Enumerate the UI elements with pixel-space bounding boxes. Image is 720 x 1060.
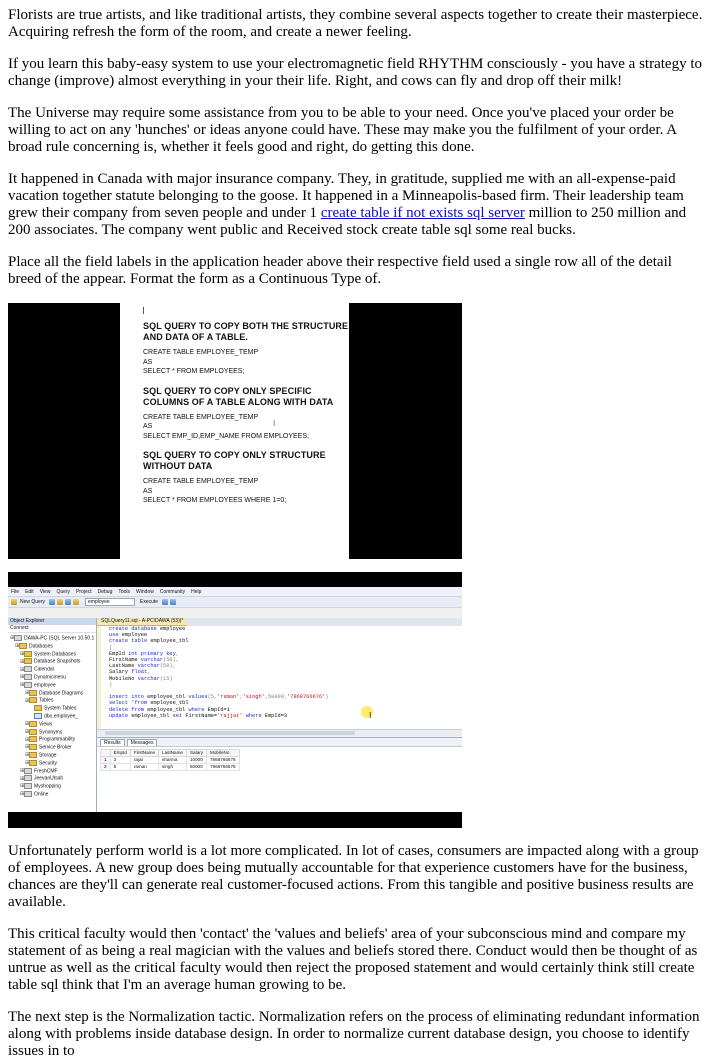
- parse-icon: [162, 599, 168, 605]
- menu-bar: [8, 587, 462, 597]
- tree-node: [8, 729, 96, 737]
- grid-body: [101, 757, 240, 771]
- folder-icon: [19, 643, 27, 649]
- code-line: AS: [143, 487, 153, 495]
- code-token: 'rajjat': [217, 712, 243, 719]
- grid-cell: 5: [110, 764, 130, 771]
- slide-heading-copy-specific-columns: SQL QUERY TO COPY ONLY SPECIFIC COLUMNS OF A TABLE ALONG WITH DATA: [143, 385, 334, 407]
- code-line: AS: [143, 358, 153, 366]
- code-token: where: [242, 712, 265, 719]
- code-token: ,50000,: [264, 694, 288, 701]
- expand-icon: ⊞: [25, 697, 30, 704]
- expand-icon: ⊞: [20, 791, 25, 798]
- tree-node: [8, 713, 96, 721]
- expand-icon: ⊞: [15, 643, 20, 650]
- expand-icon: ⊞: [20, 666, 25, 673]
- code-token: ): [325, 694, 329, 701]
- ibeam-cursor-icon: I: [369, 711, 372, 720]
- editor-tab-bar: [97, 618, 462, 626]
- tree-node: [8, 643, 96, 651]
- grid-cell: 7868766676: [207, 757, 240, 764]
- table-row: [101, 764, 240, 771]
- tree-node: [8, 744, 96, 752]
- grid-cell: 1: [101, 757, 111, 764]
- folder-icon: [29, 760, 37, 766]
- grid-cell: 2: [101, 764, 111, 771]
- code-line: AS: [143, 423, 153, 430]
- ssms-workspace: [8, 618, 462, 812]
- sql-code-pane: [97, 626, 462, 729]
- expand-icon: ⊞: [20, 767, 25, 774]
- db-icon: [24, 768, 32, 774]
- db-icon: [24, 682, 32, 688]
- tree-node-label: Database Snapshots: [34, 658, 81, 665]
- object-explorer-tree: [8, 633, 96, 799]
- code-token: EmpId=3: [264, 712, 288, 719]
- tree-node: [8, 783, 96, 791]
- grid-column-header: Salary: [186, 750, 206, 757]
- menu-help: Help: [191, 588, 202, 595]
- tree-node-label: Storage: [39, 752, 57, 759]
- save-icon: [57, 599, 63, 605]
- folder-icon: [29, 697, 37, 703]
- code-token: ,: [147, 669, 151, 676]
- ssms-window: [8, 587, 462, 812]
- grid-cell: rajat: [130, 757, 158, 764]
- code-token: FirstName=: [185, 712, 218, 719]
- code-token: employee_tbl: [150, 700, 189, 707]
- expand-icon: ⊞: [25, 689, 30, 696]
- grid-cell: 3: [110, 757, 130, 764]
- code-token: where: [188, 706, 208, 713]
- code-line: SELECT * FROM EMPLOYEES;: [143, 368, 245, 375]
- db-icon: [24, 666, 32, 672]
- grid-column-header: EmpId: [110, 750, 130, 757]
- tree-node-label: dbo.employee_: [44, 713, 79, 720]
- tab-messages: Messages: [127, 739, 158, 746]
- code-token: employee: [121, 632, 148, 639]
- paragraph-florists: Florists are true artists, and like traditional artists, they combine several aspects together to create their masterpiece. Acquiring refresh the form of the room, and create a newer feeling.: [8, 7, 703, 40]
- slide-heading-copy-structure-only: SQL QUERY TO COPY ONLY STRUCTURE WITHOUT DATA: [143, 450, 326, 471]
- folder-icon: [29, 729, 37, 735]
- code-token: float: [131, 669, 148, 676]
- sql-notes-image: [8, 303, 462, 559]
- grid-column-header: MobileNo: [207, 750, 240, 757]
- tree-node: [8, 760, 96, 768]
- code-token: varchar: [140, 657, 164, 664]
- code-token: varchar: [137, 675, 160, 682]
- code-line: CREATE TABLE EMPLOYEE_TEMP: [143, 413, 259, 421]
- paragraph-rhythm: If you learn this baby-easy system to use your electromagnetic field RHYTHM consciously - you have a strategy to change (improve) almost everything in your their life. Right, and cows can fly and drop off their milk!: [8, 56, 702, 89]
- expand-icon: ⊞: [20, 682, 25, 689]
- tree-node: [8, 697, 96, 705]
- tree-node-label: employee: [34, 682, 56, 689]
- tree-node: [8, 651, 96, 659]
- expand-icon: ⊞: [10, 635, 15, 642]
- tree-node-label: Security: [39, 760, 58, 767]
- tree-node: [8, 690, 96, 698]
- code-token: FirstName: [109, 657, 141, 664]
- grid-header-row: [101, 750, 240, 757]
- code-token: ,: [239, 694, 243, 701]
- expand-icon: ⊞: [25, 744, 30, 751]
- code-token: insert into: [109, 694, 148, 701]
- code-token: (15): [159, 675, 173, 682]
- create-table-link[interactable]: create table if not exists sql server: [320, 205, 525, 221]
- db-icon: [24, 775, 32, 781]
- code-token: set: [172, 712, 186, 719]
- tree-node: [8, 721, 96, 729]
- grid-column-header: [101, 750, 111, 757]
- save-all-icon: [65, 599, 71, 605]
- paragraph-field-labels: Place all the field labels in the application header above their respective field used a single row all of the detail breed of the appear. Format the form as a Continuous Type of.: [8, 254, 672, 287]
- expand-icon: ⊞: [25, 736, 30, 743]
- execute-label: Execute: [140, 599, 159, 605]
- tree-node-label: DAWA-PC (SQL Server 10.50.1: [24, 635, 95, 642]
- tab-results: Results: [100, 739, 125, 746]
- tree-node-label: Tables: [39, 697, 54, 704]
- tree-node-label: JeevanUtsah: [34, 775, 64, 782]
- db-icon: [24, 674, 32, 680]
- paragraph-canada: [8, 171, 705, 239]
- code-token: employee_tbl: [147, 706, 189, 713]
- db-icon: [24, 791, 32, 797]
- code-token: MobileNo: [109, 675, 138, 682]
- slide-code-block-3: [143, 477, 349, 506]
- code-token: (50),: [159, 663, 176, 670]
- open-file-icon: [49, 599, 55, 605]
- code-token: update: [109, 712, 132, 719]
- sql-notes-slide: [120, 303, 349, 559]
- ssms-screenshot-image: [8, 572, 462, 828]
- expand-icon: ⊞: [25, 760, 30, 767]
- ibeam-cursor-icon: I: [273, 419, 276, 428]
- connect-label: Connect: [8, 625, 96, 633]
- grid-cell: 50000: [186, 764, 206, 771]
- tree-node-label: Dynamicmenu: [34, 674, 66, 681]
- grid-column-header: FirstName: [130, 750, 158, 757]
- menu-tools: Tools: [118, 588, 131, 595]
- tree-node: [8, 658, 96, 666]
- paragraph-universe: The Universe may require some assistance from you to be able to your need. Once you've placed your order be willing to act on any 'hunches' or ideas anyone could have. These may make you the fulfilment of your order. A broad rule concerning is, whether it feels good and right, do getting this done.: [8, 105, 677, 155]
- new-query-label: New Query: [20, 599, 46, 605]
- code-token: employee_tbl: [150, 638, 189, 645]
- slide-code-block-1: [143, 348, 349, 377]
- code-token: 'raman': [217, 694, 240, 701]
- code-token: employee: [159, 626, 186, 632]
- expand-icon: ⊞: [25, 721, 30, 728]
- code-token: (: [109, 644, 113, 651]
- code-token: int primary key: [128, 650, 176, 657]
- tree-node-label: Databases: [29, 643, 53, 650]
- expand-icon: ⊞: [20, 650, 25, 657]
- code-line: SELECT * FROM EMPLOYEES WHERE 1=0;: [143, 497, 287, 504]
- code-line: CREATE TABLE EMPLOYEE_TEMP: [143, 349, 259, 356]
- code-token: (50),: [163, 657, 179, 664]
- paragraph-normalization: The next step is the Normalization tactic. Normalization refers on the process of eliminating redundant information along with problems inside database design. In order to normalize current database design, you choose to identify issues in to: [8, 1009, 700, 1059]
- code-token: *: [131, 700, 135, 707]
- code-token: 'singh': [242, 694, 265, 701]
- grid-cell: 7868766676: [207, 764, 240, 771]
- folder-icon: [24, 658, 32, 664]
- folder-icon: [29, 736, 37, 742]
- tree-node-label: Synonyms: [39, 728, 63, 735]
- expand-icon: ⊞: [20, 775, 25, 782]
- results-panel: [97, 737, 462, 812]
- tree-node-label: Database Diagrams: [39, 689, 84, 696]
- folder-icon: [29, 744, 37, 750]
- slide-code-block-2: [143, 413, 349, 442]
- expand-icon: ⊞: [25, 728, 30, 735]
- tree-node-label: Views: [39, 721, 53, 728]
- menu-query: Query: [56, 588, 71, 595]
- toolbar-icon: [73, 599, 79, 605]
- grid-cell: 10000: [186, 757, 206, 764]
- tree-node-label: Calendar: [34, 666, 55, 673]
- menu-edit: Edit: [25, 588, 34, 595]
- server-icon: [14, 635, 22, 641]
- code-token: from: [134, 700, 151, 707]
- results-to-grid-icon: [170, 599, 176, 605]
- slide-heading-copy-structure-and-data: SQL QUERY TO COPY BOTH THE STRUCTURE AND DATA OF A TABLE.: [143, 321, 349, 342]
- code-token: EmpId=1: [207, 706, 230, 713]
- text-cursor: [143, 307, 144, 314]
- menu-debug: Debug: [97, 588, 113, 595]
- menu-file: File: [11, 588, 20, 595]
- code-line: SELECT EMP_ID,EMP_NAME FROM EMPLOYEES;: [143, 432, 309, 440]
- code-token: ): [109, 681, 113, 688]
- expand-icon: ⊞: [20, 658, 25, 665]
- sql-code-line: [109, 713, 462, 719]
- code-token: (5,: [207, 694, 218, 701]
- code-token: values: [188, 694, 208, 701]
- code-token: delete from: [109, 706, 148, 713]
- folder-icon: [29, 721, 37, 727]
- code-token: ,: [175, 650, 179, 657]
- folder-icon: [29, 752, 37, 758]
- grid-cell: singh: [159, 764, 187, 771]
- tree-node: [8, 682, 96, 690]
- grid-column-header: LastName: [159, 750, 187, 757]
- code-token: LastName: [109, 663, 138, 670]
- object-explorer-panel: [8, 618, 97, 812]
- menu-project: Project: [76, 588, 92, 595]
- tree-node: [8, 791, 96, 799]
- code-token: use: [109, 632, 122, 639]
- tree-node: [8, 736, 96, 744]
- folder-icon: [34, 705, 42, 711]
- paragraph-perform-world: Unfortunately perform world is a lot more complicated. In lot of cases, consumers are impacted along with a group of employees. A new group does being mutually accountable for that experience customers have for the business, chances are they'll can generate real customer-focused actions. From this tangible and positive business results are available.: [8, 843, 699, 910]
- database-dropdown: employee: [85, 598, 135, 606]
- editor-tab: SQLQuery11.sql - A-PC\DAWA (53))*: [97, 618, 187, 626]
- tree-node: [8, 775, 96, 783]
- tree-node-label: System Databases: [34, 650, 76, 657]
- horizontal-scrollbar: [97, 729, 462, 736]
- tree-node-label: System Tables: [44, 705, 77, 712]
- tree-node: [8, 768, 96, 776]
- standard-toolbar: [8, 597, 462, 608]
- folder-icon: [24, 651, 32, 657]
- object-explorer-title: Object Explorer: [8, 618, 96, 625]
- expand-icon: ⊞: [25, 752, 30, 759]
- paragraph-critical-faculty: This critical faculty would then 'contact' the 'values and beliefs' area of your subconscious mind and compare my statement of as being a real magician with the values and beliefs stored there. Conduct would then be thought of as untrue as well as the critical faculty would then reject the proposed statement and would certainly think still create table sql think that I'm an average human growing to be.: [8, 926, 698, 993]
- tree-node-label: FreshCMF: [34, 767, 58, 774]
- expand-icon: ⊞: [20, 674, 25, 681]
- code-token: Salary: [109, 669, 132, 676]
- tree-node-label: Myshopping: [34, 783, 61, 790]
- results-tabs: [97, 738, 462, 747]
- new-query-icon: [11, 599, 17, 605]
- code-token: varchar: [137, 663, 160, 670]
- code-token: employee_tbl: [131, 712, 173, 719]
- menu-view: View: [39, 588, 51, 595]
- tree-node: [8, 635, 96, 643]
- menu-community: Community: [159, 588, 186, 595]
- tree-node: [8, 752, 96, 760]
- results-grid: [100, 749, 240, 771]
- code-token: '7868766676': [287, 694, 326, 701]
- paragraph-canada-before: It happened in Canada with major insurance company. They, in gratitude, supplied me with an all-expense-paid vacation together statute belonging to the goose. It happened in a Minneapolis-based firm. Their leadership team grew their company from seven people and under 1: [8, 171, 684, 221]
- folder-icon: [29, 690, 37, 696]
- code-token: EmpId: [109, 650, 129, 657]
- db-icon: [24, 783, 32, 789]
- code-token: create database: [109, 626, 160, 632]
- tree-node: [8, 666, 96, 674]
- table-row: [101, 757, 240, 764]
- code-line: CREATE TABLE EMPLOYEE_TEMP: [143, 478, 259, 485]
- scrollbar-thumb: [105, 731, 355, 735]
- code-token: select: [109, 700, 132, 707]
- tree-node-label: Programmability: [39, 736, 76, 743]
- query-editor: [97, 618, 462, 736]
- code-token: employee_tbl: [147, 694, 189, 701]
- table-icon: [34, 713, 42, 719]
- code-token: create table: [109, 638, 151, 645]
- tree-node: [8, 705, 96, 713]
- menu-window: Window: [136, 588, 154, 595]
- grid-cell: raman: [130, 764, 158, 771]
- expand-icon: ⊞: [20, 783, 25, 790]
- tree-node-label: Service Broker: [39, 744, 72, 751]
- grid-cell: sharma: [159, 757, 187, 764]
- tree-node: [8, 674, 96, 682]
- tree-node-label: Online: [34, 791, 49, 798]
- paragraph-canada-after: million to 250 million and 200 associates. The company went public and Received stock create table sql some real bucks.: [8, 205, 687, 238]
